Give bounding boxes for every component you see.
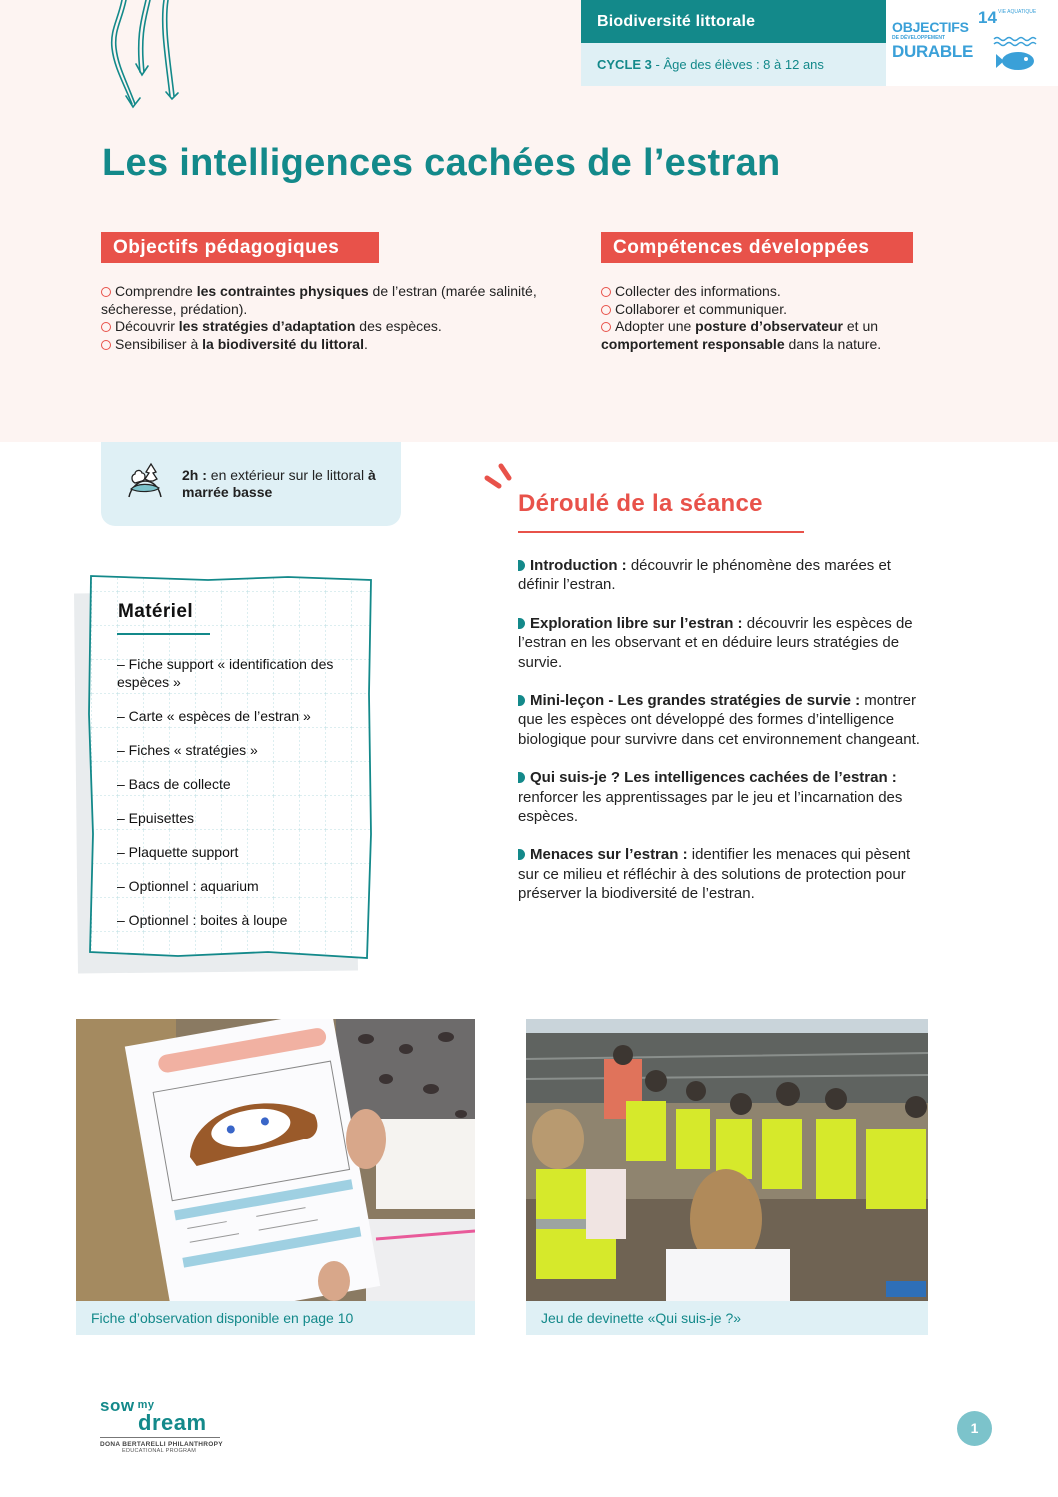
sdg-goal-number: 14 xyxy=(978,8,997,27)
item-bold: la biodiversité du littoral xyxy=(202,335,364,352)
logo-divider xyxy=(100,1437,220,1438)
item-text: Sensibiliser à xyxy=(115,335,203,352)
step-title: Qui suis-je ? Les intelligences cachées de l’estran : xyxy=(530,769,897,787)
logo-sow-text: sow xyxy=(100,1396,135,1415)
skills-list xyxy=(601,283,931,353)
step-text: découvrir le phénomène des marées et définir l’estran. xyxy=(518,557,891,594)
sdg-wordmark xyxy=(892,20,973,60)
session-step xyxy=(518,614,933,672)
item-text: . xyxy=(363,335,368,352)
sow-my-dream-logo xyxy=(100,1398,223,1454)
play-bullet-icon xyxy=(518,772,525,783)
accent-strokes-icon xyxy=(483,462,517,496)
duration-desc: en extérieur sur le littoral xyxy=(206,467,368,483)
list-item xyxy=(601,318,931,353)
materials-item: – Optionnel : aquarium xyxy=(117,878,259,894)
materials-list xyxy=(117,655,357,945)
item-text: et un xyxy=(843,318,879,334)
logo-dream: dream xyxy=(138,1410,207,1435)
sdg-line2: DE DÉVELOPPEMENT xyxy=(892,35,946,41)
sdg-line1: OBJECTIFS xyxy=(892,19,969,35)
duration-tide: à marrée basse xyxy=(182,467,376,500)
list-item xyxy=(601,283,931,301)
list-item xyxy=(101,283,541,318)
step-title: Mini-leçon - Les grandes stratégies de survie : xyxy=(530,692,861,710)
objectives-heading: Objectifs pédagogiques xyxy=(101,232,379,263)
photo-caption: Fiche d’observation disponible en page 10 xyxy=(76,1301,475,1335)
skills-heading: Compétences développées xyxy=(601,232,913,263)
materials-item: – Optionnel : boites à loupe xyxy=(117,912,288,928)
cycle-label: CYCLE 3 xyxy=(597,57,652,72)
duration-card xyxy=(101,442,401,526)
materials-heading: Matériel xyxy=(118,601,194,622)
circle-bullet-icon xyxy=(101,340,111,350)
item-text: Comprendre xyxy=(115,283,197,299)
age-range: - Âge des élèves : 8 à 12 ans xyxy=(651,57,824,72)
session-underline xyxy=(518,531,804,533)
play-bullet-icon xyxy=(518,849,525,860)
circle-bullet-icon xyxy=(101,322,111,332)
materials-item: – Fiche support « identification des espèces » xyxy=(117,656,334,690)
step-title: Introduction : xyxy=(530,557,627,574)
logo-my-text: my xyxy=(137,1399,155,1411)
session-step xyxy=(518,768,933,826)
session-step xyxy=(518,845,933,903)
step-text: renforcer les apprentissages par le jeu et l’incarnation des espèces. xyxy=(518,788,903,826)
session-step xyxy=(518,691,933,749)
item-text: Adopter une xyxy=(615,318,696,334)
list-item xyxy=(101,336,541,354)
item-bold: les contraintes physiques xyxy=(196,283,369,299)
observation-sheet-illustration xyxy=(76,1019,475,1301)
materials-item: – Bacs de collecte xyxy=(117,776,231,792)
fish-wave-icon xyxy=(992,36,1040,76)
item-text: des espèces. xyxy=(355,318,442,334)
photo-observation-sheet xyxy=(76,1019,475,1301)
item-text: Découvrir xyxy=(115,318,179,334)
materials-item: – Epuisettes xyxy=(117,810,195,826)
objectives-list xyxy=(101,283,541,353)
photo-caption: Jeu de devinette «Qui suis-je ?» xyxy=(526,1301,928,1335)
photo-card-game xyxy=(526,1019,928,1335)
item-text: Collaborer et communiquer. xyxy=(615,300,787,317)
list-item xyxy=(101,318,541,336)
circle-bullet-icon xyxy=(601,322,611,332)
item-bold: posture d’observateur xyxy=(695,318,843,334)
item-bold: comportement responsable xyxy=(601,335,785,352)
duration-text xyxy=(182,467,401,501)
play-bullet-icon xyxy=(518,618,525,629)
photo-guessing-game xyxy=(526,1019,928,1301)
item-bold: les stratégies d’adaptation xyxy=(178,318,356,334)
photo-card-observation xyxy=(76,1019,475,1335)
wavy-arrows-icon xyxy=(100,0,190,112)
session-steps xyxy=(518,556,933,923)
step-text: identifier les menaces qui pèsent sur ce milieu et réfléchir à des solutions de protection pour préserver la biodiversité de l’estran. xyxy=(518,846,911,903)
logo-program: EDUCATIONAL PROGRAM xyxy=(122,1448,197,1454)
circle-bullet-icon xyxy=(101,287,111,297)
theme-tag xyxy=(581,0,886,86)
step-title: Menaces sur l’estran : xyxy=(530,846,688,864)
play-bullet-icon xyxy=(518,560,525,571)
duration-value: 2h : xyxy=(182,467,207,483)
sdg-logo xyxy=(886,0,1058,86)
circle-bullet-icon xyxy=(601,287,611,297)
logo-org: DONA BERTARELLI PHILANTHROPY xyxy=(100,1441,223,1448)
item-text: de l’estran (marée salinité, sécheresse, prédation). xyxy=(101,283,537,317)
materials-item: – Carte « espèces de l’estran » xyxy=(117,708,311,724)
list-item xyxy=(601,301,931,319)
item-text: Collecter des informations. xyxy=(615,283,781,299)
page-title: Les intelligences cachées de l’estran xyxy=(102,142,781,184)
theme-title: Biodiversité littorale xyxy=(581,0,886,43)
cycle-info xyxy=(581,43,886,86)
sdg-goal-text: VIE AQUATIQUE xyxy=(998,9,1037,15)
sdg-line3: DURABLE xyxy=(892,42,974,61)
step-title: Exploration libre sur l’estran : xyxy=(530,614,743,632)
session-step xyxy=(518,556,933,595)
beach-group-illustration xyxy=(526,1019,928,1301)
session-heading: Déroulé de la séance xyxy=(518,490,763,517)
play-bullet-icon xyxy=(518,695,525,706)
materials-item: – Fiches « stratégies » xyxy=(117,742,258,758)
step-text: montrer que les espèces ont développé des formes d’intelligence biologique pour survivre dans cet environnement changeant. xyxy=(518,692,920,748)
materials-underline xyxy=(117,633,210,635)
landscape-trees-icon xyxy=(125,457,165,501)
step-text: découvrir les espèces de l’estran en les observant et en déduire leurs stratégies de survie. xyxy=(518,614,913,671)
item-text: dans la nature. xyxy=(784,335,882,352)
materials-item: – Plaquette support xyxy=(117,844,239,860)
circle-bullet-icon xyxy=(601,305,611,315)
page-number: 1 xyxy=(957,1411,992,1446)
